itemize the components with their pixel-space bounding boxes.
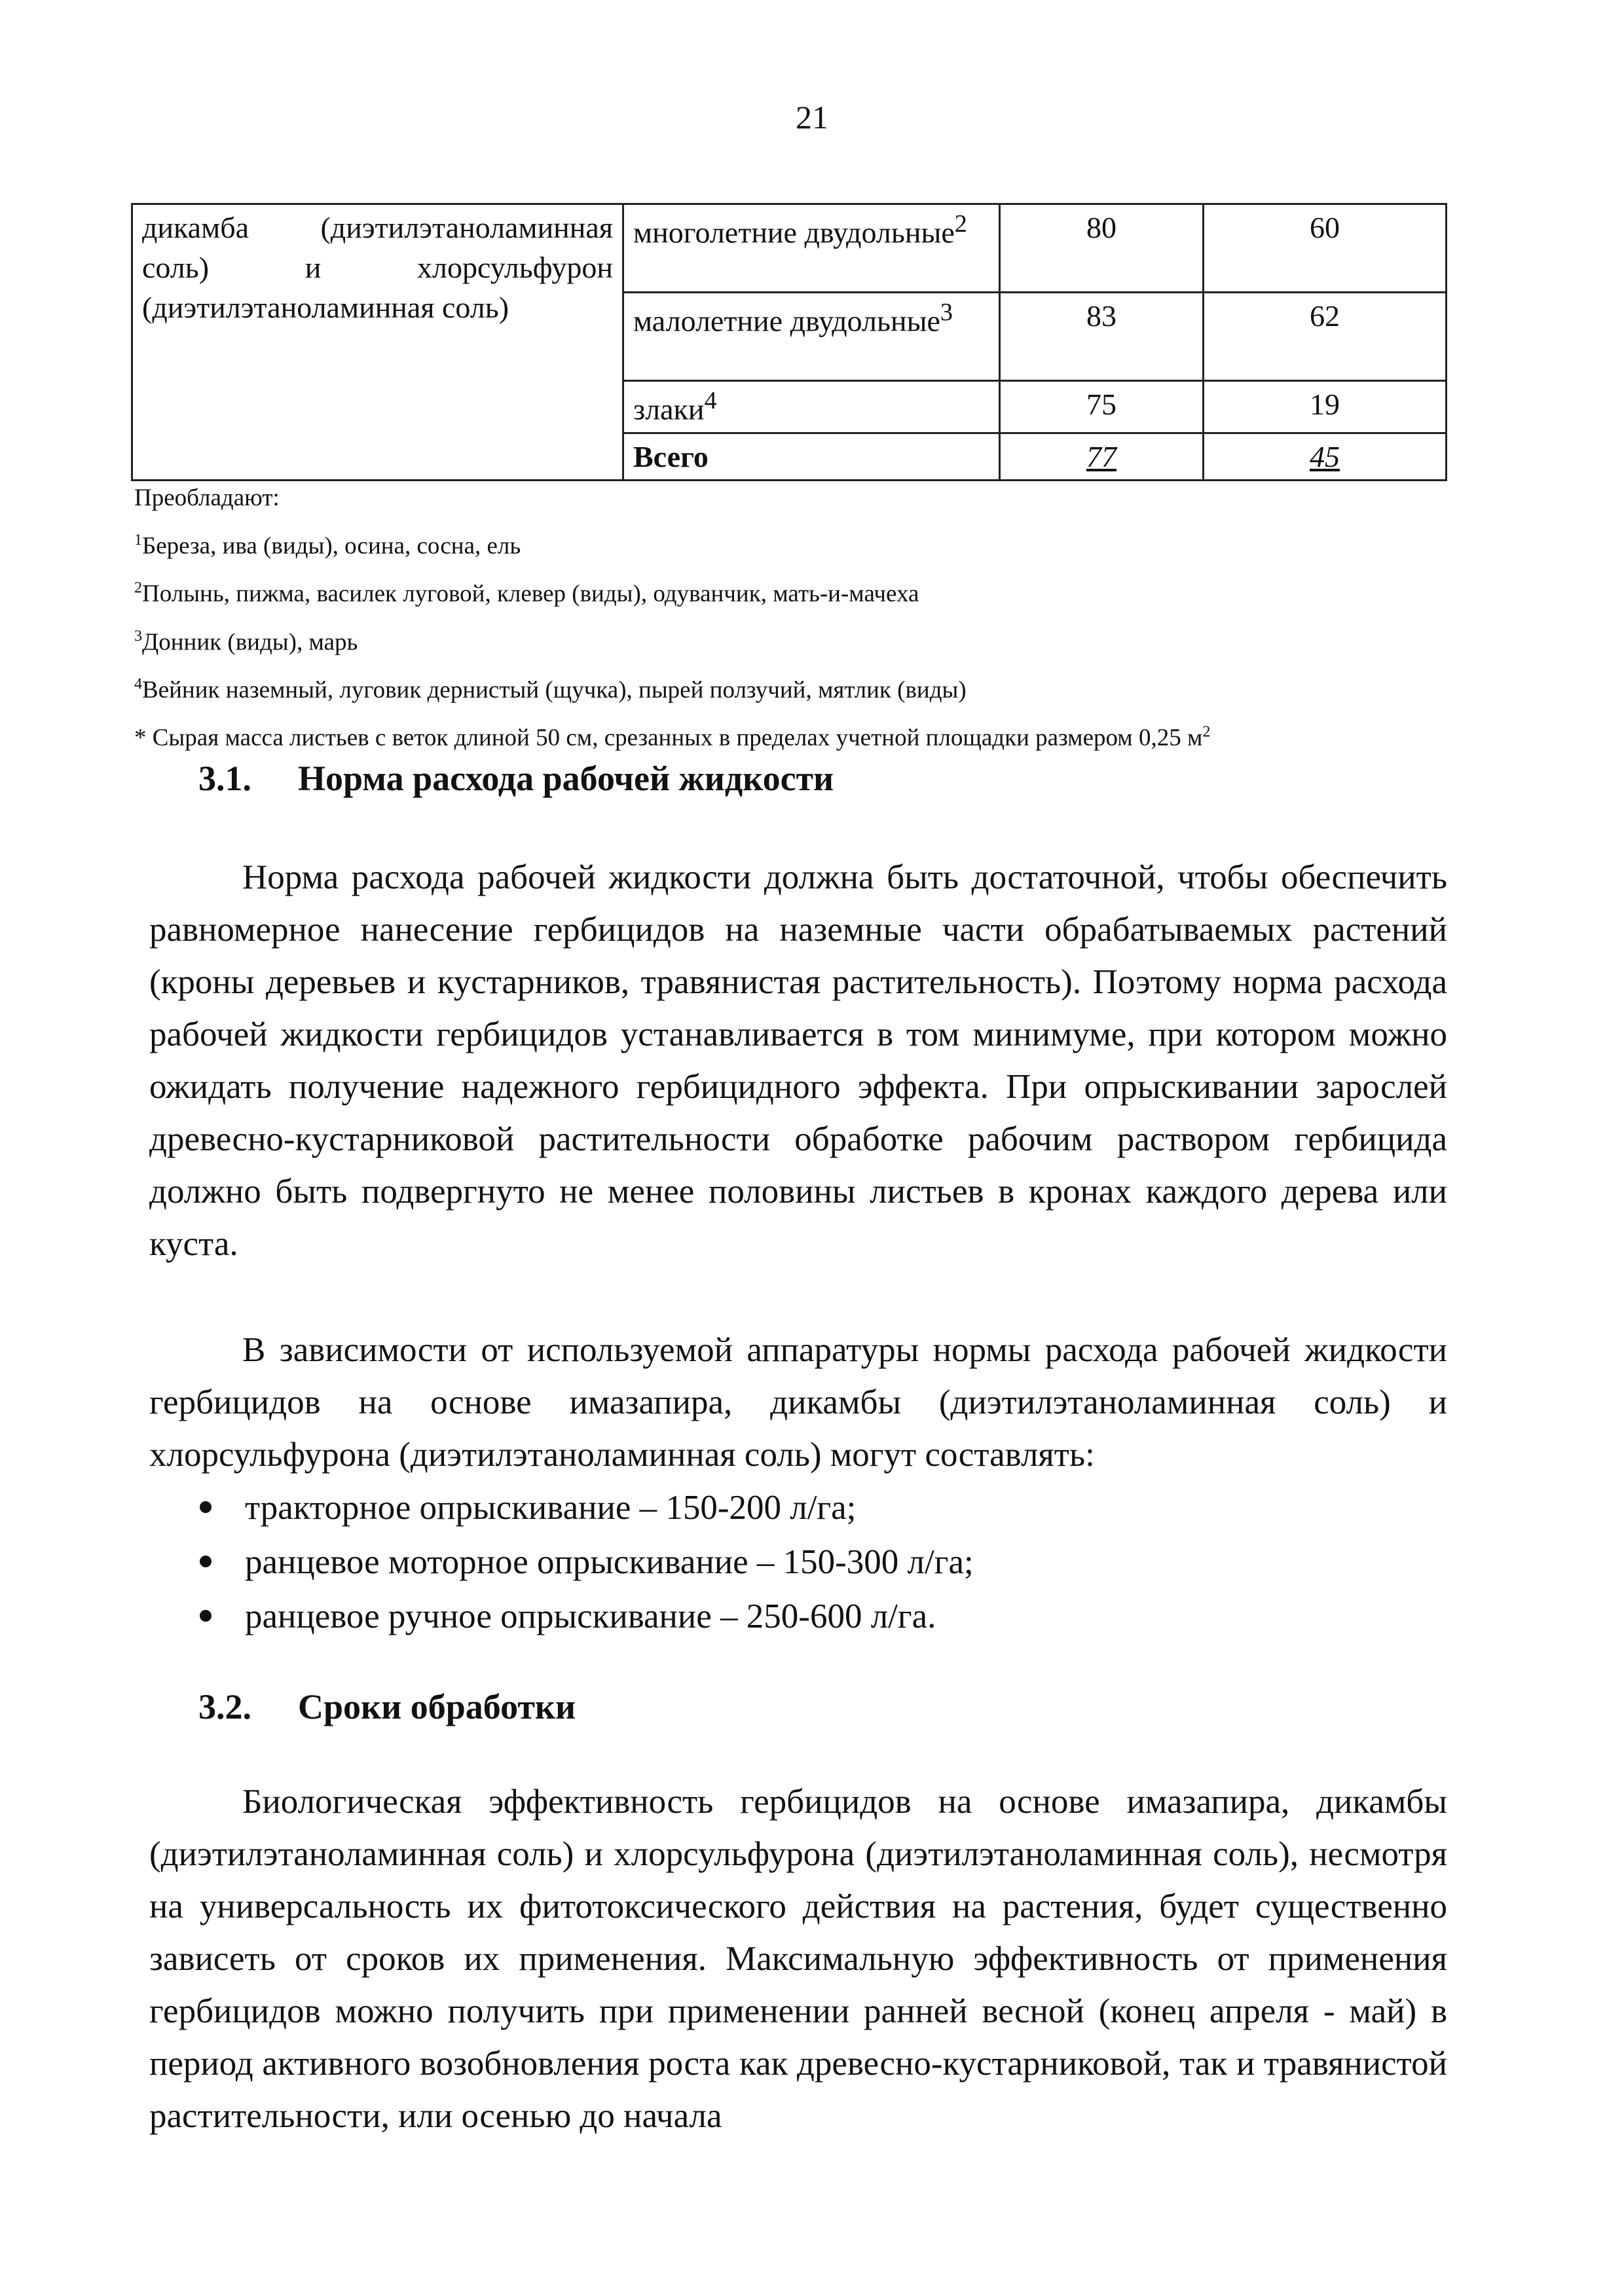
total-value-cell: 45 xyxy=(1204,433,1447,480)
herbicide-name-line: соль) и хлорсульфурон xyxy=(142,251,613,285)
value-cell: 19 xyxy=(1204,381,1447,433)
value-cell: 75 xyxy=(1000,381,1204,433)
bullet-icon xyxy=(200,1501,212,1513)
section-number: 3.1. xyxy=(198,759,251,798)
list-item: тракторное опрыскивание – 150-200 л/га; xyxy=(149,1481,1447,1535)
value-cell: 62 xyxy=(1204,293,1447,381)
paragraph: В зависимости от используемой аппаратуры нормы расхода рабочей жидкости гербицидов на основе имазапира, дикамбы (диэтилэтаноламинная соль) и хлорсульфурона (диэтилэтаноламинная соль) могут составлять: xyxy=(149,1331,1447,1474)
efficacy-table xyxy=(131,203,1447,481)
footnotes-intro: Преобладают: xyxy=(134,484,280,511)
weed-group-cell: малолетние двудольные$^3$ xyxy=(623,293,1000,381)
total-value-cell: 77 xyxy=(1000,433,1204,480)
section-heading xyxy=(198,758,834,799)
footnote-star: * Сырая масса листьев с веток длиной 50 см, срезанных в пределах учетной площадки размером 0,25 $м^2$ xyxy=(134,723,1211,752)
bullet-icon xyxy=(200,1610,212,1622)
weed-group-cell: злаки$^4$ xyxy=(623,381,1000,433)
herbicide-name-cell xyxy=(132,204,623,481)
bullet-list xyxy=(149,1481,1447,1644)
herbicide-name-line: дикамба (диэтилэтаноламинная xyxy=(142,211,613,244)
weed-group-cell: многолетние двудольные$^2$ xyxy=(623,204,1000,293)
value-cell: 83 xyxy=(1000,293,1204,381)
paragraph: Биологическая эффективность гербицидов на основе имазапира, дикамбы (диэтилэтаноламинная соль) и хлорсульфурона (диэтилэтаноламинная соль), несмотря на универсальность их фитотоксического действия на растения, будет существенно зависеть от сроков их применения. Максимальную эффективность от применения гербицидов можно получить при применении ранней весной (конец апреля - май) в период активного возобновления роста как древесно-кустарниковой, так и травянистой растительности, или осенью до начала xyxy=(149,1783,1447,2135)
list-item: ранцевое ручное опрыскивание – 250-600 л/га. xyxy=(149,1590,1447,1644)
section-heading xyxy=(198,1686,576,1727)
footnote: $^2$Полынь, пижма, василек луговой, клевер (виды), одуванчик, мать-и-мачеха xyxy=(134,579,919,608)
footnote: $^3$Донник (виды), марь xyxy=(134,627,358,655)
page-number: 21 xyxy=(796,99,828,136)
table-footnotes xyxy=(134,477,1477,759)
table-row xyxy=(132,204,1447,293)
total-label-cell: Всего xyxy=(623,433,1000,480)
bullet-icon xyxy=(200,1556,212,1567)
section-number: 3.2. xyxy=(198,1687,251,1726)
herbicide-name-line: (диэтилэтаноламинная соль) xyxy=(142,291,509,325)
list-item: ранцевое моторное опрыскивание – 150-300 л/га; xyxy=(149,1535,1447,1590)
value-cell: 60 xyxy=(1204,204,1447,293)
footnote: $^4$Вейник наземный, луговик дернистый (щучка), пырей ползучий, мятлик (виды) xyxy=(134,675,967,704)
section-title: Сроки обработки xyxy=(298,1687,576,1726)
footnote: $^1$Береза, ива (виды), осина, сосна, ель xyxy=(134,532,521,560)
paragraph: Норма расхода рабочей жидкости должна быть достаточной, чтобы обеспечить равномерное нанесение гербицидов на наземные части обрабатываемых растений (кроны деревьев и кустарников, травянистая растительность). Поэтому норма расхода рабочей жидкости гербицидов устанавливается в том минимуме, при котором можно ожидать получение надежного гербицидного эффекта. При опрыскивании зарослей древесно-кустарниковой растительности обработке рабочим раствором гербицида должно быть подвергнуто не менее половины листьев в кронах каждого дерева или куста. xyxy=(149,858,1447,1263)
section-title: Норма расхода рабочей жидкости xyxy=(298,759,834,798)
value-cell: 80 xyxy=(1000,204,1204,293)
